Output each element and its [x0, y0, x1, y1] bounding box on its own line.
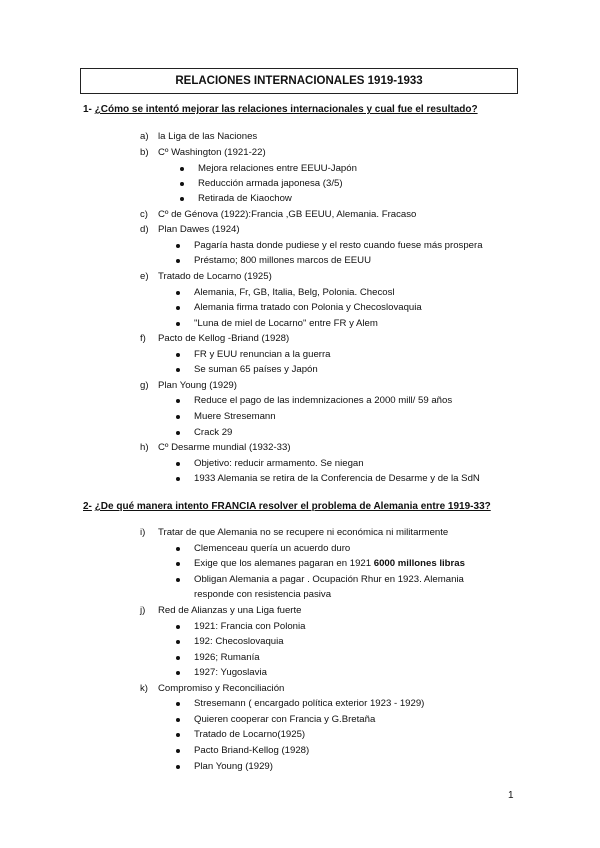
bullet-item: Stresemann ( encargado política exterior 1923 - 1929)	[194, 698, 424, 709]
bullet-item: Alemania firma tratado con Polonia y Checoslovaquia	[194, 302, 422, 313]
list-item-e: e) Tratado de Locarno (1925)	[140, 271, 272, 282]
bullet-item: Quieren cooperar con Francia y G.Bretaña	[194, 714, 375, 725]
question-1-text: ¿Cómo se intentó mejorar las relaciones internacionales y cual fue el resultado?	[94, 104, 478, 115]
bullet-item: 1921: Francia con Polonia	[194, 621, 305, 632]
list-item-h: h) Cº Desarme mundial (1932-33)	[140, 442, 291, 453]
question-2-text: ¿De qué manera intento FRANCIA resolver el problema de Alemania entre 1919-33?	[94, 501, 491, 512]
bullet-item: 1927: Yugoslavia	[194, 667, 267, 678]
list-item-f: f) Pacto de Kellog -Briand (1928)	[140, 333, 290, 344]
question-1-number: 1-	[83, 104, 92, 115]
list-item-b: b) Cº Washington (1921-22)	[140, 147, 266, 158]
bullet-item: Crack 29	[194, 427, 232, 438]
bullet-item: "Luna de miel de Locarno" entre FR y Alem	[194, 318, 378, 329]
bullet-item: Objetivo: reducir armamento. Se niegan	[194, 458, 364, 469]
list-item-j: j) Red de Alianzas y una Liga fuerte	[140, 605, 302, 616]
bullet-item: Tratado de Locarno(1925)	[194, 729, 305, 740]
bullet-item: Muere Stresemann	[194, 411, 276, 422]
list-item-d: d) Plan Dawes (1924)	[140, 224, 240, 235]
bullet-item: Se suman 65 países y Japón	[194, 364, 318, 375]
page-number: 1	[508, 790, 514, 801]
bullet-item: Mejora relaciones entre EEUU-Japón	[198, 163, 357, 174]
bullet-item: Reducción armada japonesa (3/5)	[198, 178, 343, 189]
bullet-item: 1926; Rumanía	[194, 652, 260, 663]
bullet-item: Reduce el pago de las indemnizaciones a 2000 mill/ 59 años	[194, 395, 452, 406]
bullet-item-continuation: responde con resistencia pasiva	[194, 589, 332, 600]
bullet-item: FR y EUU renuncian a la guerra	[194, 349, 331, 360]
bullet-item: Retirada de Kiaochow	[198, 193, 292, 204]
bullet-item: Clemenceau quería un acuerdo duro	[194, 543, 350, 554]
list-item-g: g) Plan Young (1929)	[140, 380, 237, 391]
document-title: RELACIONES INTERNACIONALES 1919-1933	[80, 68, 518, 94]
list-item-i: i) Tratar de que Alemania no se recupere ni económica ni militarmente	[140, 527, 449, 538]
bullet-item: Pagaría hasta donde pudiese y el resto cuando fuese más prospera	[194, 240, 483, 251]
bullet-item: Obligan Alemania a pagar . Ocupación Rhur en 1923. Alemania	[194, 574, 464, 585]
bullet-item: Préstamo; 800 millones marcos de EEUU	[194, 255, 371, 266]
bullet-item: Pacto Briand-Kellog (1928)	[194, 745, 309, 756]
bullet-item: 192: Checoslovaquia	[194, 636, 284, 647]
question-1	[83, 104, 478, 115]
bullet-item: Exige que los alemanes pagaran en 1921 6000 millones libras	[194, 558, 465, 569]
bullet-item: 1933 Alemania se retira de la Conferencia de Desarme y de la SdN	[194, 473, 480, 484]
question-2	[83, 501, 491, 512]
list-item-c: c) Cº de Génova (1922):Francia ,GB EEUU, Alemania. Fracaso	[140, 209, 417, 220]
bullet-item: Alemania, Fr, GB, Italia, Belg, Polonia. Checosl	[194, 287, 395, 298]
list-item-k: k) Compromiso y Reconciliación	[140, 683, 285, 694]
question-2-number: 2-	[83, 501, 92, 512]
bullet-item: Plan Young (1929)	[194, 761, 273, 772]
list-item-a: a) la Liga de las Naciones	[140, 131, 258, 142]
